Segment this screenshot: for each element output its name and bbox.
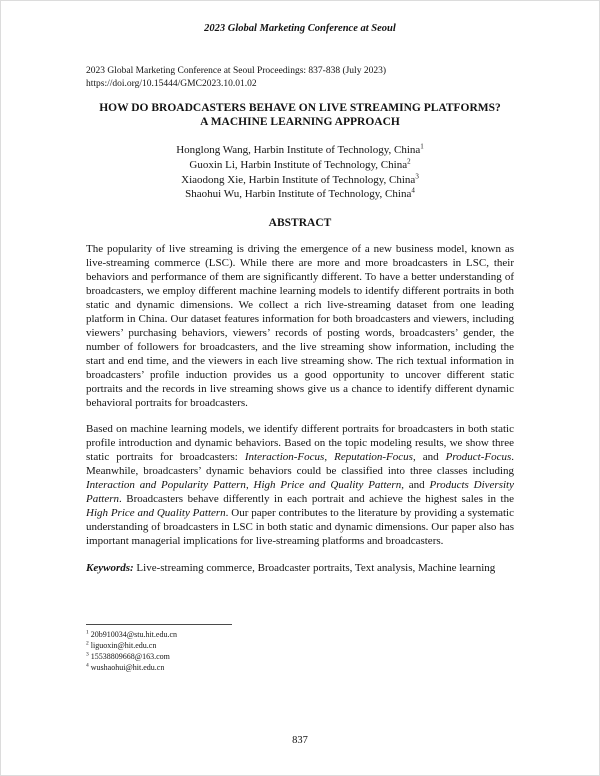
running-head: 2023 Global Marketing Conference at Seoul <box>204 23 396 34</box>
page-number: 837 <box>292 735 308 746</box>
paper-title <box>63 101 537 129</box>
footnote-line: $^3$ 15538809668@163.com <box>86 651 170 662</box>
author-line: Xiaodong Xie, Harbin Institute of Technology, China$^3$ <box>181 171 419 186</box>
paper-title-line-2: A MACHINE LEARNING APPROACH <box>200 116 400 128</box>
footnote-divider <box>86 624 232 625</box>
footnote-list <box>86 629 514 673</box>
author-footnote-mark: 2 <box>407 157 411 166</box>
proceedings-line: 2023 Global Marketing Conference at Seoul Proceedings: 837-838 (July 2023) <box>86 66 386 76</box>
footnote-mark: 1 <box>86 629 89 636</box>
abstract-body <box>86 242 514 548</box>
abstract-paragraph: The popularity of live streaming is driving the emergence of a new business model, known as live-streaming commerce (LSC). While there are more and more broadcasters in LSC, their behaviors and performance of them are significantly different. To have a better understanding of broadcasters, we employ different machine learning models to identify different portraits in both static and dynamic dimensions. We collect a rich live-streaming dataset from one leading platform in China. Our dataset features information for both broadcasters and viewers, including viewers’ purchasing behaviors, viewers’ records of posting words, broadcasters’ gender, the number of followers for broadcasters, and the live streaming show information, including the start and end time, and the viewers in each live streaming show. The rich textual information in broadcasters’ profile induction provides us a good opportunity to uncover different static portraits and the records in live streaming shows give us a chance to identify different dynamic behavioral portraits for broadcasters. <box>86 243 514 410</box>
abstract-paragraph: Based on machine learning models, we identify different portraits for broadcasters in both static profile introduction and dynamic behaviors. Based on the topic modeling results, we show three static portraits for broadcasters: Interaction-Focus, Reputation-Focus, and Product-Focus. Meanwhile, broadcasters’ dynamic behaviors could be classified into three classes including Interaction and Popularity Pattern, High Price and Quality Pattern, and Products Diversity Pattern. Broadcasters behave differently in each portrait and achieve the highest sales in the High Price and Quality Pattern. Our paper contributes to the literature by providing a systematic understanding of broadcasters in LSC in both static and dynamic dimensions. Our paper also has important managerial implications for live-streaming platforms and broadcasters. <box>86 423 514 548</box>
author-line: Guoxin Li, Harbin Institute of Technology, China$^2$ <box>189 157 411 171</box>
footnote-mark: 2 <box>86 640 89 647</box>
author-footnote-mark: 4 <box>411 186 415 195</box>
paper-title-line-1: HOW DO BROADCASTERS BEHAVE ON LIVE STREAMING PLATFORMS? <box>99 102 501 114</box>
author-list <box>1 143 599 202</box>
keywords-line <box>86 561 514 575</box>
footnote-line: $^1$ 20b910034@stu.hit.edu.cn <box>86 629 177 640</box>
author-line: Honglong Wang, Harbin Institute of Technology, China$^1$ <box>176 142 424 156</box>
footnote-mark: 4 <box>86 662 89 669</box>
publication-info <box>86 65 514 90</box>
keywords-label: Keywords: <box>86 562 134 575</box>
keywords-text: Live-streaming commerce, Broadcaster portraits, Text analysis, Machine learning <box>133 562 496 575</box>
doi-line: https://doi.org/10.15444/GMC2023.10.01.02 <box>86 78 257 89</box>
footnote-line: $^4$ wushaohui@hit.edu.cn <box>86 662 165 673</box>
author-footnote-mark: 1 <box>420 142 424 151</box>
author-footnote-mark: 3 <box>415 171 419 180</box>
author-line: Shaohui Wu, Harbin Institute of Technology, China$^4$ <box>185 186 415 201</box>
footnote-mark: 3 <box>86 651 89 658</box>
abstract-heading: ABSTRACT <box>268 217 332 230</box>
footnote-line: $^2$ liguoxin@hit.edu.cn <box>86 640 157 651</box>
